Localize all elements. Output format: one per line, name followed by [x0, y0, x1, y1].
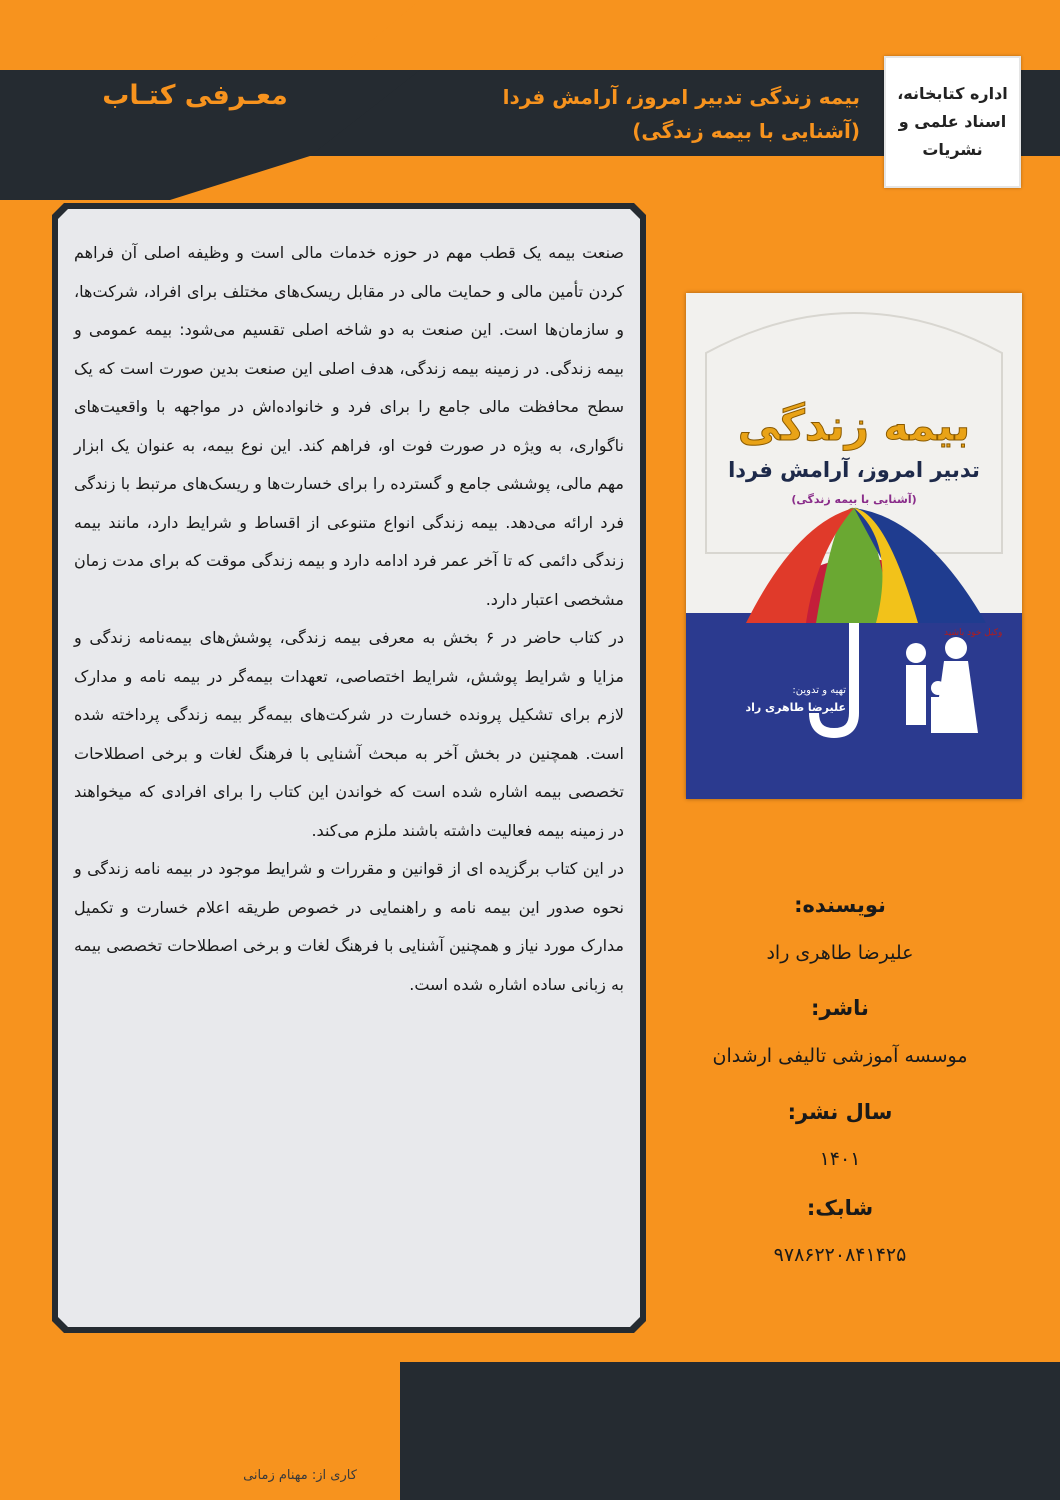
year-value: ۱۴۰۱ [819, 1148, 861, 1170]
author-label: نویسنده: [794, 893, 886, 917]
author-value: علیرضا طاهری راد [766, 942, 914, 964]
isbn-value: ۹۷۸۶۲۲۰۸۴۱۴۲۵ [773, 1244, 907, 1266]
publisher-value: موسسه آموزشی تالیفی ارشدان [712, 1045, 968, 1067]
footer-credit: کاری از: مهنام زمانی [243, 1468, 357, 1483]
isbn-label: شابک: [806, 1196, 874, 1220]
department-line2: اسناد علمی و [898, 112, 1007, 131]
cover-title: بیمه زندگی [737, 401, 971, 450]
book-title-line1: بیمه زندگی تدبیر امروز، آرامش فردا [502, 85, 860, 109]
cover-side-text: وکیل خود باشید [944, 628, 1003, 638]
book-description [74, 234, 624, 1004]
book-title [440, 80, 860, 148]
department-box [884, 56, 1021, 188]
cover-subtitle2: (آشنایی با بیمه زندگی) [791, 493, 917, 506]
paragraph-1: صنعت بیمه یک قطب مهم در حوزه خدمات مالی است و وظیفه اصلی آن فراهم کردن تأمین مالی و حمایت مالی در مقابل ریسک‌های مختلف برای افراد، شرکت‌ها، و سازمان‌ها است. این صنعت به دو شاخه اصلی تقسیم می‌شود: بیمه عمومی و بیمه زندگی. در زمینه بیمه زندگی، هدف اصلی این صنعت بدین صورت است که یک سطح محافظت مالی جامع را برای فرد و خانواده‌اش در مواجهه با واقعیت‌های ناگواری، به ویژه در صورت فوت او، فراهم کند. این نوع بیمه، به عنوان یک ابزار مهم مالی، پوششی جامع و گسترده را برای خسارت‌ها و ریسک‌های مرتبط با زندگی فرد ارائه می‌دهد. بیمه زندگی انواع متنوعی از اقساط و شرایط دارد، مانند بیمه زندگی دائمی که تا آخر عمر فرد ادامه دارد و بیمه زندگی موقت که برای مدت زمان مشخصی اعتبار دارد. [74, 243, 624, 609]
cover-subtitle: تدبیر امروز، آرامش فردا [728, 458, 980, 482]
intro-label: معـرفی کتـاب [102, 80, 288, 111]
cover-credit-name: علیرضا طاهری راد [745, 701, 846, 714]
book-title-line2: (آشنایی با بیمه زندگی) [632, 119, 860, 143]
book-cover [686, 293, 1022, 799]
publisher-label: ناشر: [811, 996, 869, 1020]
paragraph-3: در این کتاب برگزیده ای از قوانین و مقررات و شرایط موجود در بیمه نامه زندگی و نحوه صدور این بیمه نامه و راهنمایی در خصوص طریقه اعلام خسارت و تکمیل مدارک مورد نیاز و همچنین آشنایی با فرهنگ لغات و برخی اصطلاحات تخصصی بیمه به زبانی ساده اشاره شده است. [74, 859, 624, 994]
paragraph-2: در کتاب حاضر در ۶ بخش به معرفی بیمه زندگی، پوشش‌های بیمه‌نامه زندگی و مزایا و شرایط پوشش، شرایط اختصاصی، تعهدات بیمه‌گر در بیمه نامه و مدارک لازم برای تشکیل پرونده خسارت در شرکت‌های بیمه‌گر بیمه زندگی پرداخته شده است. همچنین در بخش آخر به مبحث آشنایی با فرهنگ لغات و برخی اصطلاحات تخصصی بیمه اشاره شده است که خواندن این کتاب را برای افرادی که میخواهند در زمینه بیمه فعالیت داشته باشند ملزم می‌کند. [74, 628, 624, 840]
department-line3: نشریات [922, 140, 983, 159]
department-line1: اداره کتابخانه، [897, 84, 1008, 103]
year-label: سال نشر: [787, 1100, 893, 1124]
cover-art [686, 293, 1022, 799]
cover-credit-label: تهیه و تدوین: [792, 685, 846, 696]
